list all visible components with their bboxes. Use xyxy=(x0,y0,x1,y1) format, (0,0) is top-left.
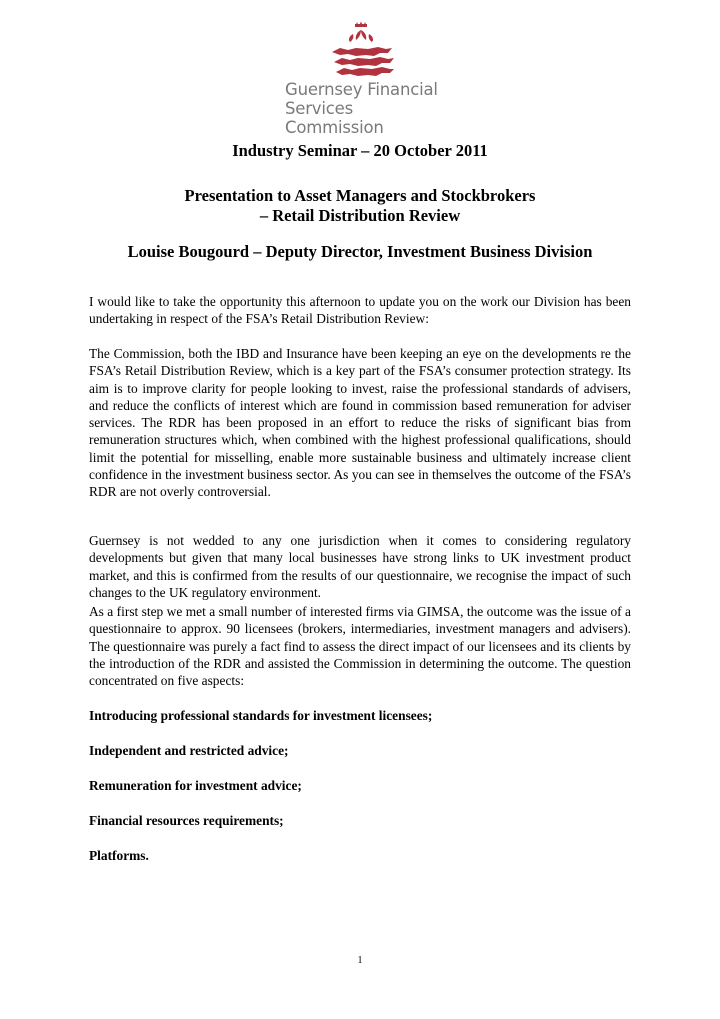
paragraph-intro: I would like to take the opportunity this afternoon to update you on the work our Division has been undertaking in respect of the FSA’s Retail Distribution Review: xyxy=(89,294,631,327)
logo-line-1: Guernsey Financial xyxy=(285,80,438,99)
paragraph-guernsey-position: Guernsey is not wedded to any one jurisdiction when it comes to considering regulatory developments but given that many local businesses have strong links to UK investment product market, and this is confirmed from the results of our questionnaire, we recognise the impact of such changes to the UK regulatory environment. xyxy=(89,533,631,600)
presentation-title-line-1: Presentation to Asset Managers and Stockbrokers xyxy=(184,186,536,205)
aspect-item: Remuneration for investment advice; xyxy=(89,778,302,793)
logo-text xyxy=(281,80,441,137)
aspect-item: Financial resources requirements; xyxy=(89,813,284,828)
gfsc-logo xyxy=(281,22,441,137)
paragraph-rdr-overview: The Commission, both the IBD and Insurance have been keeping an eye on the developments re the FSA’s Retail Distribution Review, which is a key part of the FSA’s consumer protection strategy. Its aim is to improve clarity for people looking to invest, raise the professional standards of advisers, and reduce the conflicts of interest which are found in commission based remuneration for adviser services. The RDR has been proposed in an effort to reduce the risks of significant bias from remuneration structures which, when combined with the highest professional qualifications, should limit the potential for misselling, enable more sustainable business and ultimately increase client confidence in the investment business sector. As you can see in themselves the outcome of the FSA’s RDR are not overly controversial. xyxy=(89,346,631,499)
presentation-title xyxy=(0,186,720,226)
aspect-item: Platforms. xyxy=(89,848,149,863)
speaker-line: Louise Bougourd – Deputy Director, Investment Business Division xyxy=(127,242,593,261)
aspect-item: Introducing professional standards for investment licensees; xyxy=(89,708,433,723)
logo-line-2: Services Commission xyxy=(285,99,384,137)
lion-crest-icon xyxy=(326,22,396,80)
seminar-title: Industry Seminar – 20 October 2011 xyxy=(232,141,488,160)
page-number: 1 xyxy=(357,955,363,966)
aspect-item: Independent and restricted advice; xyxy=(89,743,289,758)
paragraph-questionnaire: As a first step we met a small number of interested firms via GIMSA, the outcome was the issue of a questionnaire to approx. 90 licensees (brokers, intermediaries, investment managers and advisers). The questionnaire was purely a fact find to assess the direct impact of our licensees and its clients by the introduction of the RDR and assisted the Commission in determining the outcome. The question concentrated on five aspects: xyxy=(89,604,631,688)
presentation-title-line-2: – Retail Distribution Review xyxy=(259,206,461,225)
